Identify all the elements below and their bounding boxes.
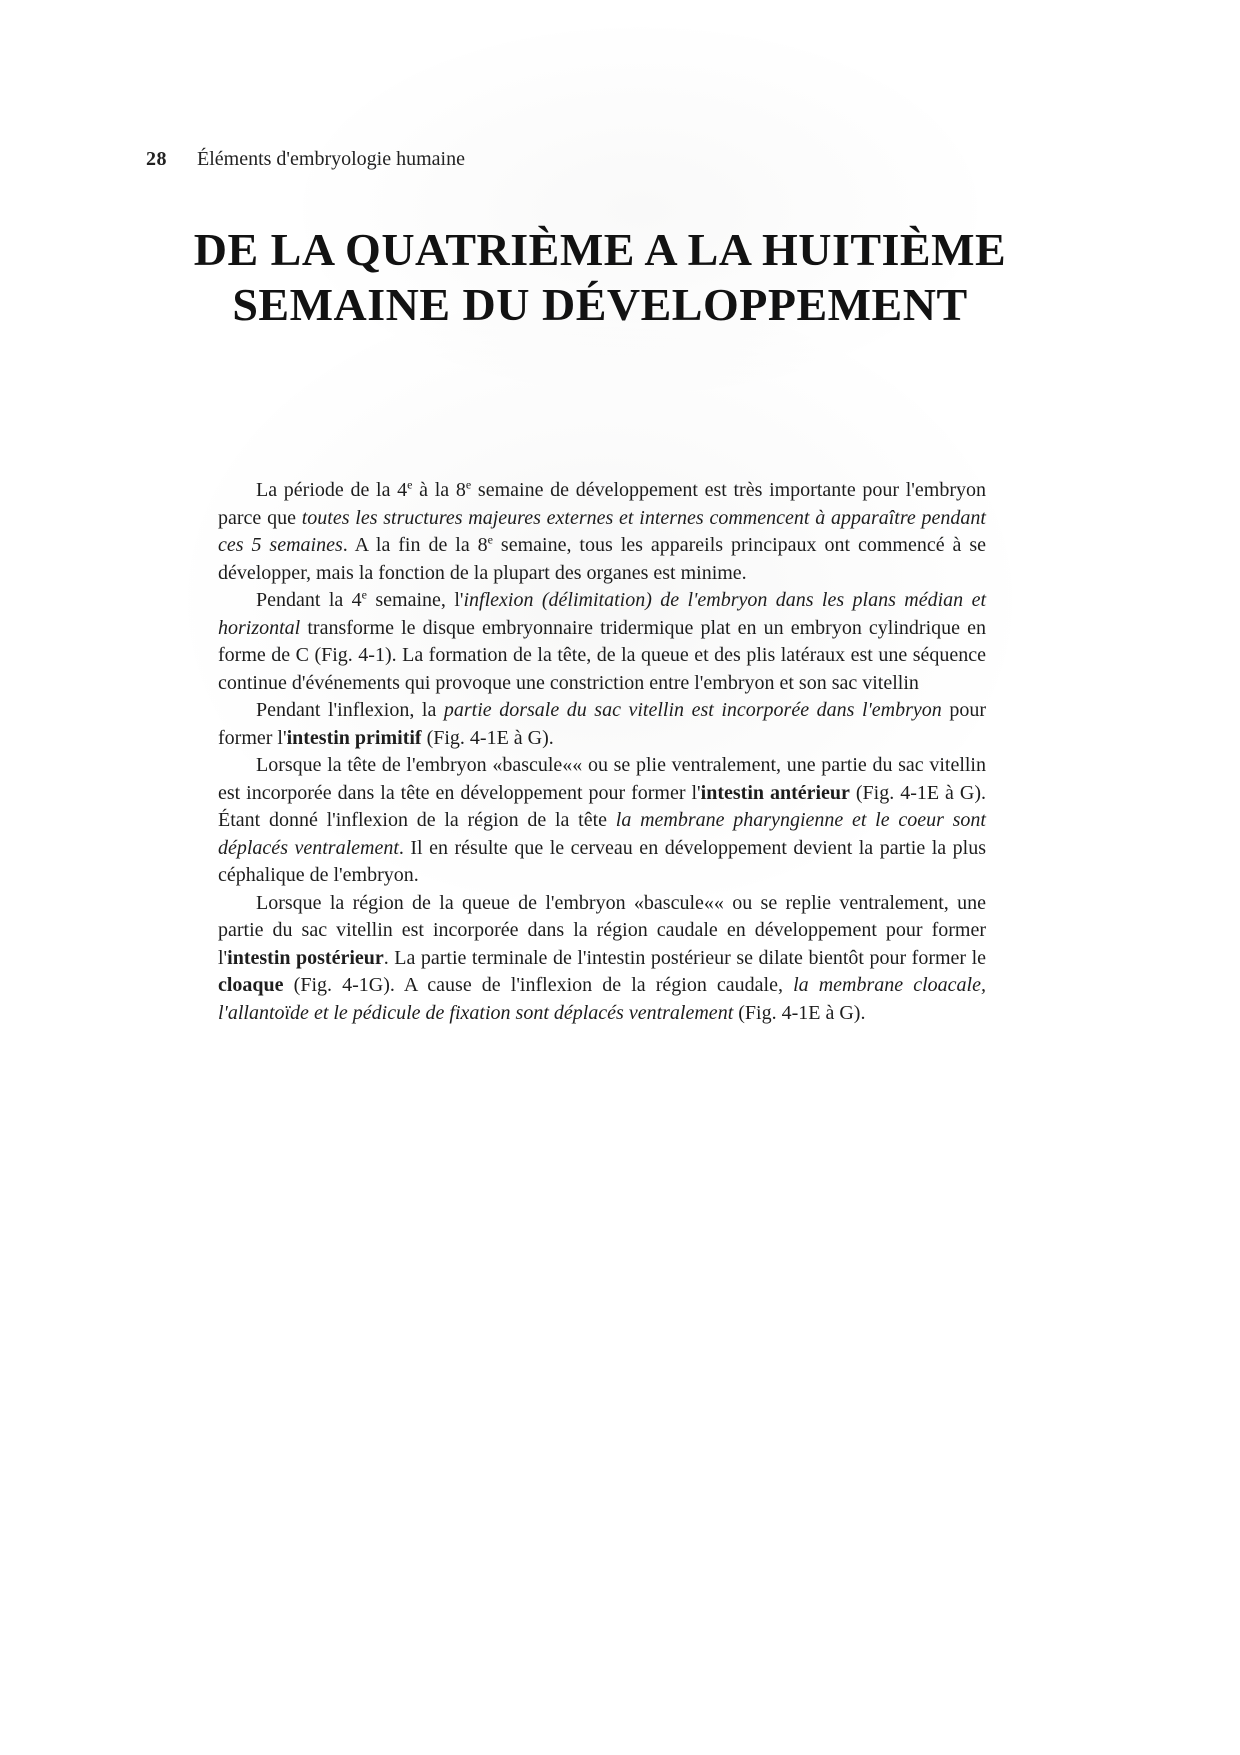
bold-term: intestin primitif xyxy=(286,726,422,749)
text-run: Lorsque la tête de l'embryon «bascule«« ou se plie ventralement, une partie du sac vitellin est incorporée dans la tête en développement pour former l' xyxy=(218,754,986,804)
italic-phrase: toutes les structures majeures externes et internes commencent à apparaître pendant ces 5 semaines xyxy=(218,506,986,556)
paragraph xyxy=(218,890,986,1028)
superscript: e xyxy=(465,477,472,492)
superscript: e xyxy=(487,532,493,547)
superscript: e xyxy=(361,587,367,602)
paragraph xyxy=(218,587,986,697)
text-run: La période de la 4 xyxy=(256,479,408,501)
chapter-title-line1: DE LA QUATRIÈME A LA HUITIÈME xyxy=(193,224,1007,275)
text-run: (Fig. 4-1E à G). xyxy=(421,726,554,749)
italic-phrase: la membrane cloacale, l'allantoïde et le pédicule de fixation sont déplacés ventralement xyxy=(218,974,986,1024)
text-run: . La partie terminale de l'intestin postérieur se dilate bientôt pour former le xyxy=(383,946,987,969)
text-run: . A la fin de la 8 xyxy=(342,534,488,556)
italic-phrase: partie dorsale du sac vitellin est incorporée dans l'embryon xyxy=(443,699,942,721)
text-run: Lorsque la région de la queue de l'embryon «bascule«« ou se replie ventralement, une partie du sac vitellin est incorporée dans la région caudale en développement pour former l' xyxy=(218,891,986,969)
italic-phrase: inflexion (délimitation) de l'embryon dans les plans médian et horizontal xyxy=(218,589,987,639)
bold-term: cloaque xyxy=(218,974,284,996)
text-run: semaine, tous les appareils principaux ont commencé à se développer, mais la fonction de la plupart des organes est minime. xyxy=(218,534,987,584)
text-run: transforme le disque embryonnaire tridermique plat en un embryon cylindrique en forme de C (Fig. 4-1). La formation de la tête, de la queue et des plis latéraux est une séquence continue d'événements qui provoque une constriction entre l'embryon et son sac vitellin xyxy=(218,616,986,694)
page-number: 28 xyxy=(146,148,167,170)
bold-term: intestin antérieur xyxy=(700,781,850,804)
text-run: (Fig. 4-1E à G). xyxy=(733,1001,866,1024)
bold-term: intestin postérieur xyxy=(227,946,384,969)
paragraph xyxy=(218,752,986,890)
text-run: (Fig. 4-1G). A cause de l'inflexion de la région caudale, xyxy=(283,974,794,996)
text-run: semaine, l' xyxy=(367,589,464,611)
body-text xyxy=(218,477,986,1027)
chapter-title-line2: SEMAINE DU DÉVELOPPEMENT xyxy=(232,279,968,330)
text-run: à la 8 xyxy=(412,479,466,501)
text-run: Pendant la 4 xyxy=(256,589,362,611)
text-run: semaine de développement est très importante pour l'embryon parce que xyxy=(218,479,987,529)
running-header xyxy=(146,148,465,171)
text-run: (Fig. 4-1E à G). Étant donné l'inflexion de la région de la tête xyxy=(218,781,986,831)
text-run: . Il en résulte que le cerveau en développement devient la partie la plus céphalique de l'embryon. xyxy=(218,836,987,886)
italic-phrase: la membrane pharyngienne et le coeur sont déplacés ventralement xyxy=(218,809,986,859)
paragraph xyxy=(218,477,986,587)
running-title: Éléments d'embryologie humaine xyxy=(197,148,465,170)
text-run: Pendant l'inflexion, la xyxy=(256,699,444,721)
text-run: pour former l' xyxy=(218,699,986,749)
chapter-title xyxy=(120,222,1080,332)
superscript: e xyxy=(407,477,413,492)
paragraph xyxy=(218,697,986,752)
